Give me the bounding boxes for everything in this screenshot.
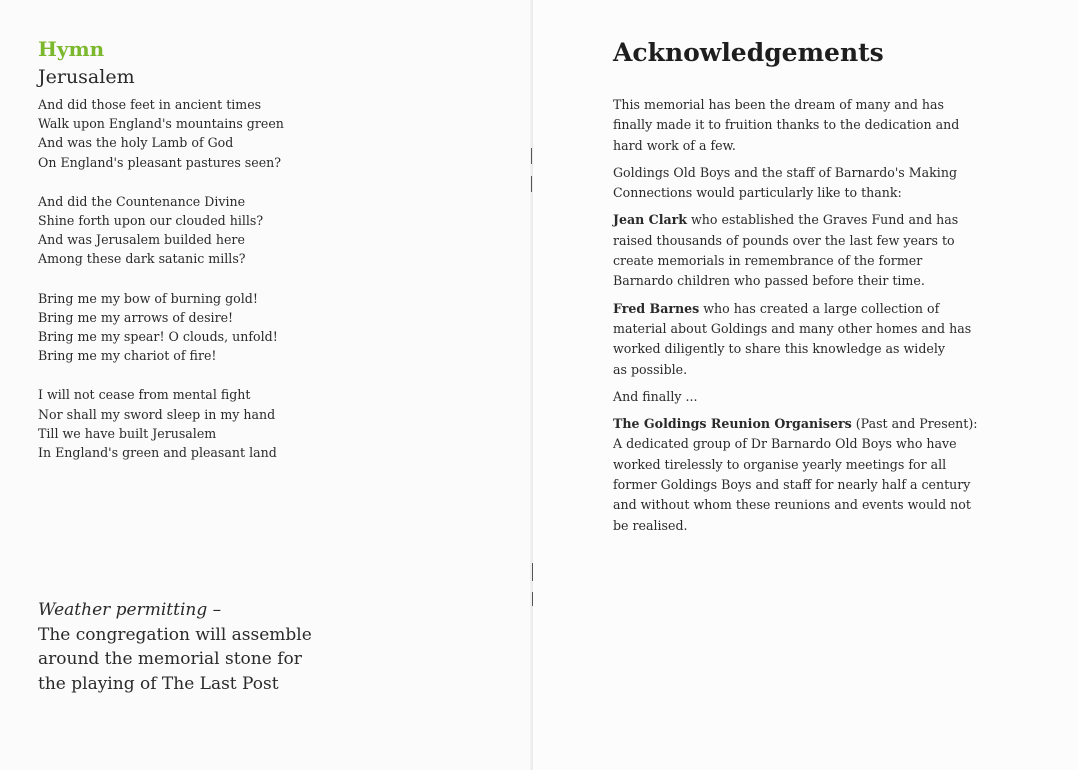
ack-line [613,299,1043,319]
ack-name: Jean Clark [613,212,688,228]
verse-line: Walk upon England's mountains green [38,116,284,132]
verse-line: Shine forth upon our clouded hills? [38,213,264,229]
ack-line: material about Goldings and many other homes and has [613,320,972,336]
verse-line: Bring me my arrows of desire! [38,309,234,325]
left-page [0,0,533,770]
ack-name: The Goldings Reunion Organisers [613,416,852,432]
ack-line: raised thousands of pounds over the last few years to [613,232,955,248]
ack-paragraph [613,387,1043,407]
note-line: The congregation will assemble [38,624,312,645]
hymn-verses [38,95,508,482]
ack-line: hard work of a few. [613,137,736,153]
verse-line: And did the Countenance Divine [38,193,246,209]
ack-line: A dedicated group of Dr Barnardo Old Boys who have [613,436,957,452]
ack-line: and without whom these reunions and events would not [613,497,971,513]
ack-paragraph [613,95,1043,156]
verse-line: And did those feet in ancient times [38,97,262,112]
ack-line: This memorial has been the dream of many and has [613,97,944,112]
verse-line: I will not cease from mental fight [38,387,251,403]
acknowledgements-title: Acknowledgements [613,38,884,67]
verse-line: Bring me my spear! O clouds, unfold! [38,329,278,345]
verse-line: Bring me my chariot of fire! [38,348,217,364]
ack-line: Connections would particularly like to thank: [613,185,902,201]
verse-line: Nor shall my sword sleep in my hand [38,406,276,422]
ack-text: (Past and Present): [851,416,978,432]
ack-line [613,210,1043,230]
acknowledgements-body [613,95,1043,543]
ack-line: finally made it to fruition thanks to the dedication and [613,117,960,133]
ack-paragraph [613,163,1043,204]
verse [38,192,508,269]
hymn-title: Jerusalem [38,66,135,88]
last-post-note [38,598,508,696]
hymn-label: Hymn [38,37,105,61]
verse-line: Till we have built Jerusalem [38,425,217,441]
fold-mark [531,176,532,192]
verse [38,289,508,366]
ack-line: create memorials in remembrance of the former [613,253,923,269]
ack-paragraph-reunion-organisers [613,414,1043,536]
ack-line: worked diligently to share this knowledge as widely [613,341,945,357]
verse-line: In England's green and pleasant land [38,445,277,461]
ack-line: be realised. [613,517,688,533]
verse [38,385,508,462]
fold-mark [531,148,532,164]
note-line: around the memorial stone for [38,649,302,669]
verse-line: On England's pleasant pastures seen? [38,154,282,170]
ack-text: who has created a large collection of [699,300,940,316]
ack-line [613,414,1043,434]
weather-note: Weather permitting – [38,600,222,620]
ack-line: Barnardo children who passed before their time. [613,273,925,289]
ack-line: And finally ... [613,388,698,404]
verse-line: Bring me my bow of burning gold! [38,290,258,306]
note-line: the playing of The Last Post [38,673,279,694]
ack-paragraph-jean-clark [613,210,1043,291]
ack-line: former Goldings Boys and staff for nearly half a century [613,477,971,493]
ack-text: who established the Graves Fund and has [687,212,959,228]
ack-line: as possible. [613,361,688,377]
ack-line: Goldings Old Boys and the staff of Barnardo's Making [613,164,958,180]
verse-line: Among these dark satanic mills? [38,251,246,267]
ack-paragraph-fred-barnes [613,299,1043,380]
verse [38,95,508,172]
verse-line: And was Jerusalem builded here [38,232,245,248]
ack-name: Fred Barnes [613,300,700,316]
ack-line: worked tirelessly to organise yearly meetings for all [613,456,947,472]
verse-line: And was the holy Lamb of God [38,135,234,151]
